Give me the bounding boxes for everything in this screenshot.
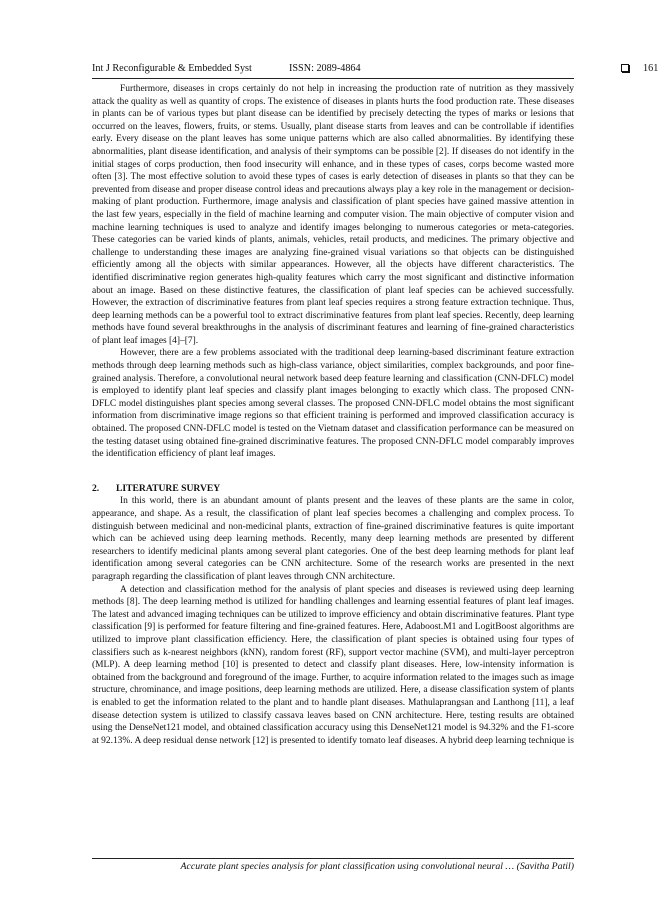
section-number: 2. (92, 482, 100, 494)
body-text (92, 83, 574, 747)
page-number: 161 (643, 63, 658, 74)
running-header (92, 62, 658, 76)
paragraph: In this world, there is an abundant amount of plants present and the leaves of these plants are the same in color, appearance, and shape. As a result, the classification of plant leaf species becomes a challenging and complex process. To distinguish between medicinal and non-medicinal plants, extraction of fine-grained discriminative features is quite important which can be achieved using deep learning methods. Recently, many deep learning methods are presented by different researchers to identify medicinal plants among several plant categories. One of the best deep learning methods for plant leaf identification among several categories can be CNN architecture. Some of the research works are presented in the next paragraph regarding the classification of plant leaves through CNN architecture. (92, 496, 574, 582)
journal-name: Int J Reconfigurable & Embedded Syst (92, 63, 252, 74)
section-heading (92, 483, 574, 496)
issn-label: ISSN: 2089-4864 (289, 63, 361, 74)
checkbox-icon (621, 64, 629, 72)
paragraph: A detection and classification method for the analysis of plant species and diseases is reviewed using deep learning methods [8]. The deep learning method is utilized for handling challenges and learning essential features of plant leaf images. The latest and advanced imaging techniques can be utilized to improve efficiency and obtain discriminative features. Plant type classification [9] is performed for feature filtering and fine-grained features. Here, Adaboost.M1 and LogitBoost algorithms are utilized to improve plant classification efficiency. Here, the classification of plant species is obtained using four types of classifiers such as k-nearest neighbors (kNN), random forest (RF), support vector machine (SVM), and multi-layer perceptron (MLP). A deep learning method [10] is presented to detect and classify plant diseases. Here, low-intensity information is obtained from the background and foreground of the image. Further, to acquire information related to the images such as image structure, chrominance, and image positions, deep learning methods are utilized. Here, a disease classification system of plants is enabled to get the information related to the plant and to handle plant diseases. Mathulaprangsan and Lanthong [11], a leaf disease detection system is utilized to classify cassava leaves based on CNN architecture. Here, testing results are obtained using the DenseNet121 model, and obtained classification accuracy using this DenseNet121 model is 94.32% and the F1-score at 92.13%. A deep residual dense network [12] is presented to identify tomato leaf diseases. A hybrid deep learning technique is (92, 584, 574, 746)
section-spacer (92, 461, 574, 483)
footer-divider (92, 858, 574, 859)
paragraph: Furthermore, diseases in crops certainly do not help in increasing the production rate of nutrition as they massively attack the quality as well as quantity of crops. The existence of diseases in plants hurts the food production rate. These diseases in plants can be of various types but plant disease can be identified by precisely detecting the types of marks or lesions that occurred on the leaves, flowers, fruits, or stems. Usually, plant disease starts from leaves and can be controllable if identifies early. Every disease on the plant leaves has some unique patterns which are also called abnormalities. By identifying these abnormalities, plant disease identification, and analysis of their symptoms can be possible [2]. If diseases do not identify in the initial stages of corps production, then food insecurity will enhance, and in these types of cases, corps become wasted more often [3]. The most effective solution to avoid these types of cases is early detection of diseases in plants so that they can be prevented from disease and proper disease control ideas and precautions always play a key role in the management or decision-making of plant production. Furthermore, image analysis and classification of plant species have gained massive attention in the last few years, especially in the field of machine learning and computer vision. The main objective of computer vision and machine learning techniques is used to analyze and identify images belonging to numerous categories or meta-categories. These categories can be varied kinds of plants, animals, vehicles, retail products, and medicines. The primary objective and challenge to understanding these images are analyzing fine-grained visual variations so that objects can be distinguished efficiently among all the objects with similar appearances. However, all the objects have different characteristics. The identified discriminative region generates high-quality features which carry the most significant and distinctive information about an image. Based on these distinctive features, the classification of plant leaf species can be achieved successfully. However, the extraction of discriminative features from plant leaf species requires a strong feature extraction technique. Thus, deep learning methods can be a powerful tool to extract discriminative features from plant leaf species. Recently, deep learning methods have found several breakthroughs in the analysis of discriminant features and learning of fine-grained characteristics of plant leaf images [4]–[7]. (92, 84, 574, 346)
section-title: LITERATURE SURVEY (116, 482, 221, 494)
paragraph: However, there are a few problems associated with the traditional deep learning-based discriminant feature extraction methods through deep learning methods such as high-class variance, object similarities, complex backgrounds, and poor fine-grained analysis. Therefore, a convolutional neural network based deep feature learning and classification (CNN-DFLC) model is employed to identify plant leaf species and classify plant images belonging to exactly which class. The proposed CNN-DFLC model distinguishes plant species among several classes. The proposed CNN-DFLC model obtains the most significant information from discriminative image regions so that efficient training is performed and improved classification accuracy is obtained. The proposed CNN-DFLC model is tested on the Vietnam dataset and classification performance can be measured on the testing dataset using obtained fine-grained discriminative features. The proposed CNN-DFLC model comparably improves the identification efficiency of plant leaf images. (92, 348, 574, 460)
header-divider (92, 78, 574, 79)
running-footer: Accurate plant species analysis for plant classification using convolutional neural … (Savitha Patil) (180, 861, 574, 872)
